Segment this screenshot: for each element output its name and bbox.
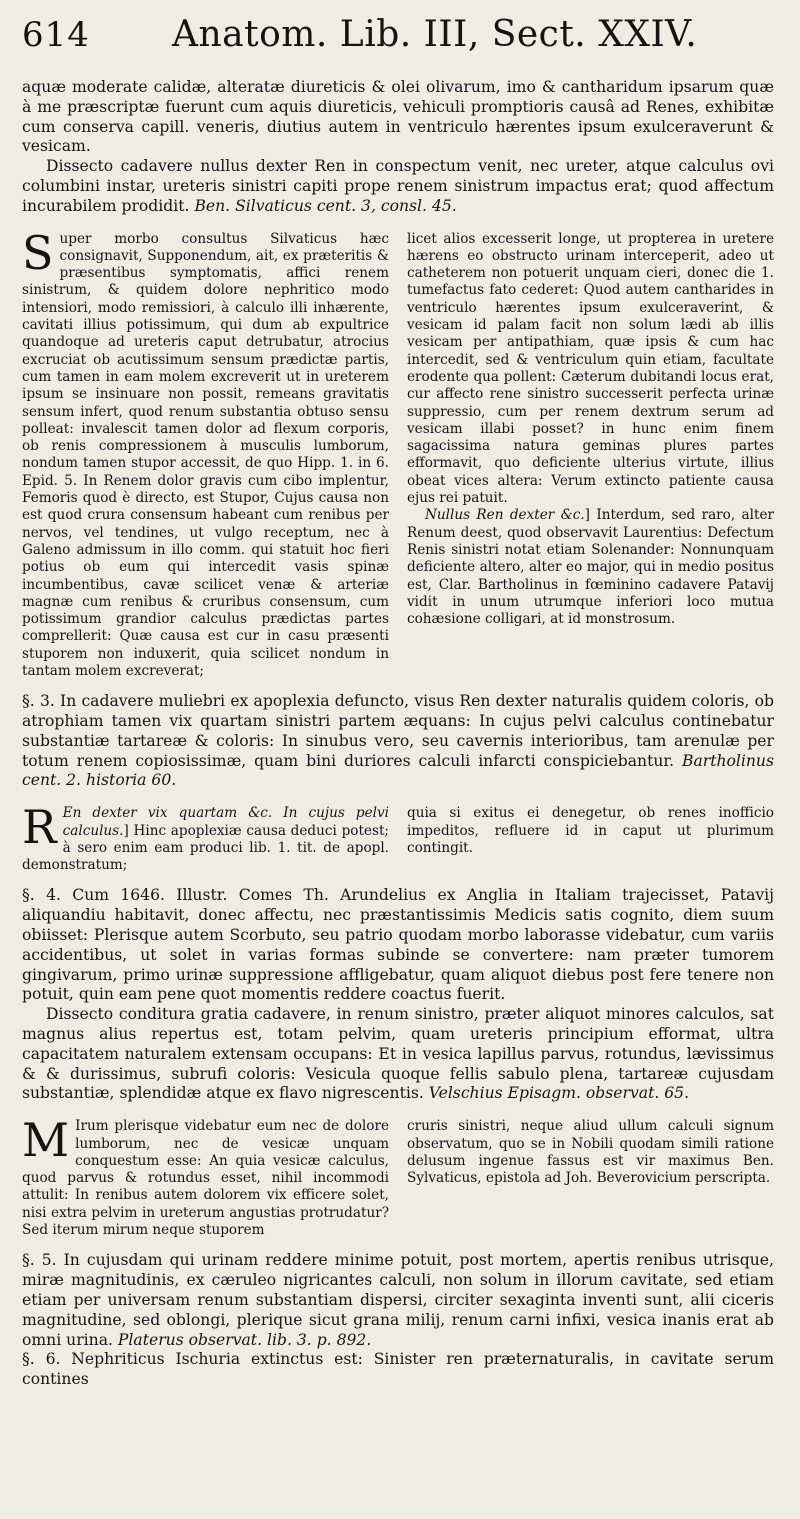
paragraph-text: §. 3. In cadavere muliebri ex apoplexia defuncto, visus Ren dexter naturalis quidem coloris, ob atrophiam tamen vix quartam sinistri partem æquans: In cujus pelvi calculus continebatur substantiæ tartareæ & coloris: In sinubus vero, seu cavernis interioribus, tam arenulæ per totum renem copiosissimæ, quam bini duriores calculi infarcti conspiciebantur. — [22, 692, 774, 770]
commentary-text: licet alios excesserit longe, ut propterea in uretere hærens eo obstructo urinam interceperit, adeo ut catheterem non potuerit unquam cieri, donec die 1. tumefactus fato cederet: Quod autem cantharides in ventriculo hærentes ipsum exulceraverint, & vesicam id palam facit non solum lædi ab illis vesicam per antipathiam, quæ ipsis & cum hac intercedit, sed & ventriculum quin etiam, facultate erodente qua pollent: Cæterum dubitandi locus erat, cur affecto rene sinistro successerit perfecta urinæ suppressio, cum per renem dextrum serum ad vesicam illabi posset? in hunc enim finem sagacissima natura geminas plures partes efformavit, quo deficiente ulterius virtute, illius obeat vices altera: Verum extincto patiente causa ejus rei patuit. — [407, 230, 774, 507]
commentary-text: uper morbo consultus Silvaticus hæc consignavit, Supponendum, ait, ex præteritis & præsentibus symptomatis, affici renem sinistrum, & quidem dolore nephritico modo intensiori, modo remissiori, à calculo illi inhærente, cavitati illius potissimum, qui dum ab expultrice quandoque ad ureteris caput detrubatur, atrocius excruciat ob acutissimum sensum prædictæ partis, cum tamen in eam molem excreverit ut in ureterem ipsum se insinuare non possit, remeans gravitatis sensum infert, quod renum substantia obtuso sensu polleat: invalescit tamen dolor ad flexum corporis, ob renis compressionem à musculis lumborum, nondum tamen stupor accessit, de quo Hipp. 1. in 6. Epid. 5. In Renem dolor gravis cum cibo implentur, Femoris quod è directo, est Stupor, Cujus causa non est quod crura consensum habeant cum renibus per nervos, vel tendines, ut vulgo receptum, nec à Galeno admissum in illo comm. qui statuit hoc fieri potius ob eum qui intercedit vasis spinæ incumbentibus, cavæ scilicet venæ & arteriæ magnæ cum renibus & cruribus consensum, cum potissimum grandior calculus prædictas partes comprellerit: Quæ causa est cur in casu præsenti stuporem non induxerit, quia scilicet nondum in tantam molem excreverat; — [22, 230, 389, 679]
section-6 — [22, 1350, 774, 1390]
drop-cap: S — [22, 225, 54, 280]
commentary-right-column — [407, 1118, 774, 1239]
citation: Ben. Silvaticus cent. 3, consl. 45. — [194, 196, 457, 215]
commentary-lemma: Nullus Ren dexter &c. — [425, 507, 585, 524]
commentary-left-column — [22, 1113, 389, 1239]
paragraph — [22, 1251, 774, 1350]
commentary-block — [22, 800, 774, 874]
drop-cap: R — [22, 800, 57, 855]
commentary-left-column — [22, 800, 389, 874]
section-3 — [22, 692, 774, 791]
commentary-text: Irum plerisque videbatur eum nec de dolore lumborum, nec de vesicæ unquam conquestum esse: An quia vesicæ calculus, quod parvus & rotundus esset, nihil incommodi attulit: In renibus autem dolorem vix efficere solet, nisi extra pelvim in ureterum angustias protrudatur? Sed iterum mirum neque stuporem — [22, 1118, 389, 1239]
citation: Velschius Episagm. observat. 65. — [428, 1084, 690, 1103]
commentary-left-column — [22, 225, 389, 681]
paragraph — [22, 692, 774, 791]
commentary-right-column — [407, 231, 774, 681]
paragraph-text: §. 5. In cujusdam qui urinam reddere minime potuit, post mortem, apertis renibus utrisque, miræ magnitudinis, ex cæruleo nigricantes calculi, non solum in illorum cavitate, sed etiam etiam per universam renum substantiam dispersi, circiter sexaginta inventi sunt, alii ciceris magnitudine, sed oblongi, plerique sicut grana milij, renum carni infixi, vesica inanis erat ab omni urina. — [22, 1251, 774, 1349]
section-4 — [22, 886, 774, 1104]
commentary-block — [22, 225, 774, 681]
commentary-lemma: En dexter vix quartam &c. In cujus pelvi calculus. — [62, 805, 389, 839]
commentary-text: ] Hinc apoplexiæ causa deduci potest; à sero enim eam produci lib. 1. tit. de apopl. demonstratum; — [22, 822, 389, 874]
commentary-text: ] Interdum, sed raro, alter Renum deest, quod observavit Laurentius: Defectum Renis sinistri notat etiam Solenander: Nonnunquam deficiente altero, alter eo major, qui in medio positus est, Clar. Bartholinus in fœminino cadavere Patavij vidit in unum utrumque inferiori loco mutua cohæsione colligari, at id monstrosum. — [407, 507, 774, 628]
top-text — [22, 78, 774, 217]
drop-cap: M — [22, 1113, 70, 1168]
paragraph — [22, 157, 774, 216]
running-title: Anatom. Lib. III, Sect. XXIV. — [172, 14, 698, 55]
paragraph — [22, 1005, 774, 1104]
paragraph-text: Dissecto cadavere nullus dexter Ren in conspectum venit, nec ureter, atque calculus ovi columbini instar, ureteris sinistri capiti prope renem sinistrum impactus erat; quod affectum incurabilem prodidit. — [22, 157, 774, 215]
paragraph: §. 6. Nephriticus Ischuria extinctus est: Sinister ren præternaturalis, in cavitate serum contines — [22, 1350, 774, 1389]
page-number: 614 — [22, 15, 90, 55]
commentary-text: quia si exitus ei denegetur, ob renes inofficio impeditos, refluere id in caput ut plurimum contingit. — [407, 805, 774, 856]
commentary-block — [22, 1113, 774, 1239]
page-header — [22, 14, 774, 78]
citation: Bartholinus cent. 2. historia 60. — [22, 751, 774, 790]
citation: Platerus observat. lib. 3. p. 892. — [117, 1330, 372, 1349]
paragraph: aquæ moderate calidæ, alteratæ diureticis & olei olivarum, imo & cantharidum ipsarum quæ à me præscriptæ fuerunt cum aquis diureticis, vehiculi promptioris causâ ad Renes, exhibitæ cum conserva capill. veneris, diutius autem in ventriculo hærentes ipsum exulceraverunt & vesicam. — [22, 78, 774, 156]
paragraph-text: Dissecto conditura gratia cadavere, in renum sinistro, præter aliquot minores calculos, sat magnus alius repertus est, totam pelvim, quam ureteris principium efformat, ultra capacitatem naturalem extensam occupans: Et in vesica lapillus parvus, rotundus, lævissimus & & durissimus, subrufi coloris: Vesicula quoque fellis sabulo plena, tartareæ cujusdam substantiæ, splendidæ atque ex flavo nigrescentis. — [22, 1005, 774, 1103]
paragraph: §. 4. Cum 1646. Illustr. Comes Th. Arundelius ex Anglia in Italiam trajecisset, Patavij aliquandiu habitavit, donec affectu, nec præstantissimis Medicis satis cognito, diem suum obiisset: Plerisque autem Scorbuto, seu patrio quodam morbo laborasse videbatur, cum variis accidentibus, ut solet in varias formas subinde se convertere: nam præter tumorem gingivarum, primo urinæ suppressione affligebatur, quam aliquot diebus post fere tenere non potuit, quin eam pene quot momentis reddere coactus fuerit. — [22, 886, 774, 1004]
section-5 — [22, 1251, 774, 1350]
commentary-right-column — [407, 805, 774, 874]
commentary-text: cruris sinistri, neque aliud ullum calculi signum observatum, quo se in Nobili quodam simili ratione delusum ingenue fassus est vir maximus Ben. Sylvaticus, epistola ad Joh. Beverovicium perscripta. — [407, 1118, 774, 1187]
